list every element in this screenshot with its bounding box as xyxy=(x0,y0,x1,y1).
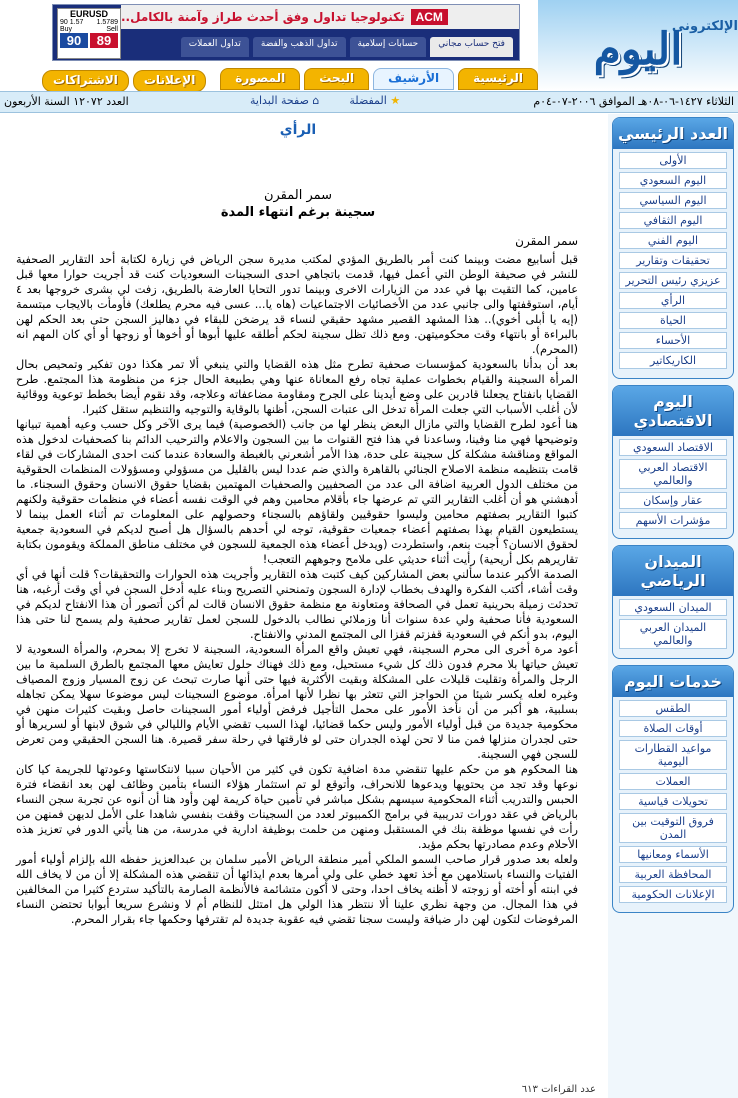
sidebar-item-conversions[interactable]: تحويلات قياسية xyxy=(619,793,727,810)
forex-ticker[interactable] xyxy=(57,8,121,59)
ticker-buy-big: 90 xyxy=(60,33,88,48)
issue-date: الثلاثاء ١٤٢٧-٠٦-٠٨هـ الموافق ٢٠٠٦-٠٧-٠٤م xyxy=(533,95,734,108)
sidebar-item-names[interactable]: الأسماء ومعانيها xyxy=(619,846,727,863)
sidebar-item-currencies[interactable]: العملات xyxy=(619,773,727,790)
nav-subscriptions[interactable]: الاشتراكات xyxy=(42,70,129,92)
ad-headline-bar xyxy=(121,5,519,29)
ticker-buy-label: Buy xyxy=(60,26,73,33)
sidebar-item-saudi-sports[interactable]: الميدان السعودي xyxy=(619,599,727,616)
ad-tab-islamic[interactable]: حسابات إسلامية xyxy=(350,37,427,57)
favorites-link[interactable] xyxy=(349,94,400,107)
home-icon: ⌂ xyxy=(312,94,320,107)
sidebar-item-world-economy[interactable]: الاقتصاد العربي والعالمي xyxy=(619,459,727,489)
ticker-sell-price: 1.5789 xyxy=(96,19,118,26)
sidebar-item-opinion[interactable]: الرأي xyxy=(619,292,727,309)
nav-search[interactable]: البحث xyxy=(304,68,369,90)
sidebar-services xyxy=(612,665,734,913)
ticker-sell-label: Sell xyxy=(106,26,118,33)
sidebar-heading: العدد الرئيسي xyxy=(613,118,733,149)
sidebar-item-saudi[interactable]: اليوم السعودي xyxy=(619,172,727,189)
sidebar-item-life[interactable]: الحياة xyxy=(619,312,727,329)
star-icon: ★ xyxy=(390,94,401,107)
ticker-sell-big: 89 xyxy=(90,33,118,48)
nav-archive[interactable]: الأرشيف xyxy=(373,68,454,90)
article-area xyxy=(0,114,596,1098)
read-count: عدد القراءات ٦١٣ xyxy=(521,1084,596,1095)
logo-title: اليوم xyxy=(593,24,683,75)
section-title: الرأي xyxy=(279,122,317,138)
sidebar-economy xyxy=(612,385,734,539)
nav-home[interactable]: الرئيسية xyxy=(458,68,538,90)
sidebar-item-realestate[interactable]: عقار وإسكان xyxy=(619,492,727,509)
issue-number: العدد ١٢٠٧٢ السنة الأربعون xyxy=(4,95,129,108)
sidebar-item-arts[interactable]: اليوم الفني xyxy=(619,232,727,249)
ad-brand: ACM xyxy=(411,9,448,25)
sidebar-item-weather[interactable]: الطقس xyxy=(619,700,727,717)
sidebar-heading: الميدان الرياضي xyxy=(613,546,733,596)
homepage-label: صفحة البداية xyxy=(250,94,309,107)
article-paragraph: هنا المحكوم هو من حكم عليها تنقضي مدة اضافية تكون في كثير من الأحيان سببا لانتكاستها وعودتها للجريمة كيا كان نوعها وقد تجد من يحتويها ويدعوها للانحراف، وأتوقع لو تم استثمار هؤلاء النساء بتأمين وظائف لهن بعد انقضاء فترة الحبس والتدريب أثناء المحكومية سيسهم بشكل مباشر في تأمين حياة كريمة لهن وأود هنا أن أنوه عن تجربة سجن النساء بالرياض في عقد دورات تدريبية في برامج الكمبيوتر لعدد من السجينات وقفت بنفسي شاهدا على الأمل لديهن فمنهن من رأت في نفسها موظفة بنك في المستقبل ومنهن من حلمت بوظيفة ادارية في مدرسة، من هنا يأتي الدور في تعزيز هذه الأحلام وعدم مصادرتها بحكم مؤبد. xyxy=(16,763,578,851)
favorites-label: المفضلة xyxy=(349,94,387,107)
ad-tab-currencies[interactable]: تداول العملات xyxy=(181,37,249,57)
sidebar-item-politics[interactable]: اليوم السياسي xyxy=(619,192,727,209)
sidebar-item-prayer[interactable]: أوقات الصلاة xyxy=(619,720,727,737)
ad-tab-gold[interactable]: تداول الذهب والفضة xyxy=(253,37,346,57)
sidebar-item-arab-newspaper[interactable]: المحافظة العربية xyxy=(619,866,727,883)
ad-headline: تكنولوجيا تداول وفق أحدث طراز وآمنة بالكامل.. xyxy=(121,10,405,24)
ticker-buy-price: 1.57 90 xyxy=(60,19,84,26)
sidebar-heading: اليوم الاقتصادي xyxy=(613,386,733,436)
sidebar xyxy=(608,114,738,1098)
sidebar-item-reports[interactable]: تحقيقات وتقارير xyxy=(619,252,727,269)
nav-gallery[interactable]: المصورة xyxy=(220,68,300,90)
sidebar-sports xyxy=(612,545,734,659)
sidebar-item-first[interactable]: الأولى xyxy=(619,152,727,169)
article-byline: سمر المقرن xyxy=(515,234,578,248)
ticker-pair: EURUSD xyxy=(69,9,108,19)
sidebar-item-timezones[interactable]: فروق التوقيت بين المدن xyxy=(619,813,727,843)
sidebar-item-culture[interactable]: اليوم الثقافي xyxy=(619,212,727,229)
secondary-nav xyxy=(42,70,206,92)
sidebar-item-editor[interactable]: عزيزي رئيس التحرير xyxy=(619,272,727,289)
sidebar-item-saudi-economy[interactable]: الاقتصاد السعودي xyxy=(619,439,727,456)
article-paragraph: بعد أن بدأنا بالسعودية كمؤسسات صحفية تطرح مثل هذه القضايا والتي ينبغي ألا تمر هكذا دون تفكير وتمحيص بحال المرأة السجينة والقيام بخطوات عملية تجاه رفع المعاناة عنها وهي بطبيعة الحال جزء من منظومة هذا المجتمع. طرح القضايا بانفتاح يجعلنا قادرين على وضع أيدينا على الجرح ومقاومة مضاعفاته وعلاجه، وقد نقوم أيضا بخطط توعوية ووقائية لأن أغلب الأسباب التي جعلت المرأة تدخل الى عتبات السجن، أظنها بالوقاية والتوجيه والتنظيم ستقل كثيرا. xyxy=(16,358,578,416)
article-title: سجينة برغم انتهاء المدة xyxy=(220,205,376,220)
article-body xyxy=(16,252,578,927)
site-logo[interactable] xyxy=(538,0,738,91)
sidebar-item-ahsa[interactable]: الأحساء xyxy=(619,332,727,349)
nav-ads[interactable]: الإعلانات xyxy=(133,70,206,92)
sidebar-item-trains[interactable]: مواعيد القطارات اليومية xyxy=(619,740,727,770)
sidebar-heading: خدمات اليوم xyxy=(613,666,733,697)
sidebar-item-cartoon[interactable]: الكاريكاتير xyxy=(619,352,727,369)
sidebar-main-issue xyxy=(612,117,734,379)
homepage-link[interactable] xyxy=(250,94,319,107)
sidebar-item-world-sports[interactable]: الميدان العربي والعالمي xyxy=(619,619,727,649)
article-paragraph: ولعله بعد صدور قرار صاحب السمو الملكي أمير منطقة الرياض الأمير سلمان بن عبدالعزيز حفظه الله بإلزام أولياء أمور الفتيات والنساء باستلامهن مع أخذ تعهد خطي على ولي أمرها بعدم ايذائها أن تنقضي هذه المشكلة إلا أن من لا يخاف الله في ابنته أو أخته أو زوجته لا أظنه يخاف احدا، وحتى لا أكون متشائمة فالأنظمة الصارمة بالتأكيد ستردع كثيرا من المخالفين في هذا المجال. من وجهة نظري علينا ألا ننتظر هذا الولي هل امتثل للنظام أم لا ونشرع سريعا أبوابا تحتضن النساء المرفوضات لتكون لهن دار ضيافة وليست سجنا تقضي فيه عقوبة جديدة لم تقترفها وحكمها جاء بقرار المحرم. xyxy=(16,853,578,926)
site-header xyxy=(0,0,738,91)
article-paragraph: الصدمة الأكبر عندما سألني بعض المشاركين كيف كتبت هذه التقارير وأجريت هذه الحوارات والتحقيقات؟ قلت أنها في أي وقت أشاء، أكتب الفكرة والهدف بخطاب لإدارة السجون وتمنحني التصريح وبناء عليه أدخل السجن في أي وقت أرغبه، هنا تحدثت زميلة بحرينية تعمل في الصحافة ومتعاونة مع منظمة حقوق الانسان قالت لم أكن أتصور أن هذا الانفتاح لديكم في السعودية فأنا صحفية ولي عدة سنوات أنا وزملائي نطالب بالدخول للسجن لعمل تقارير صحفية ولم يسمح لنا حتى هذا اليوم، بدو أنكم في السعودية قفزتم قفزا الى المجتمع المدني والانفتاح. xyxy=(16,568,578,641)
article-paragraph: هنا أعود لطرح القضايا والتي مازال البعض ينظر لها من جانب (الخصوصية) فيما يرى الآخر وكل حسب وعيه أهمية تبيانها وتوضيحها فهي منا وفينا، وساعدنا في هذا فتح القنوات ما بين السجون والاعلام والترحيب الدائم بنا كصحفيات لدخول هذه المواقع ومناقشة مشكلة كل سجينة على حدة، هذا الأمر أشعرني بالغبطة والسعادة عندما كنت احدى المشاركات في لقاء قامت بتنظيمه منظمة الاصلاح الجنائي بالقاهرة والذي ضم عددا ليس بالقليل من مسؤولي ومسؤولات المنظمات الحقوقية من مختلف الدول العربية اضافة الى عدد من الصحفيين والصحفيات المهتمين بقضايا حقوق الانسان وحقوق السجناء. ما أدهشني هو أن أغلب التقارير التي تم عرضها جاء بأقلام محامين وهم في الوقت نفسه أعضاء في منظمات حقوقية ولكنهم كتبوا التقارير بصفتهم محامين وليسوا حقوقيين ولقاؤهم بالسجناء وحصولهم على المعلومات تم أثناء العمل بينما لا يستطيعون القيام بهذا بصفتهم أعضاء جمعيات حقوقية، توجه لي أحدهم بالسؤال هل أصبح لديكم في السعودية جمعية لحقوق الانسان؟ أجبت بنعم، واستطردت (ويدخل أعضاء هذه الجمعية للسجون في مختلف مناطق المملكة ويقومون بكتابة تقاريرهم بكل أريحية) رأيت أثناء حديثي على ملامح وجوههم التعجب! xyxy=(16,418,578,566)
article-paragraph: أعود مرة أخرى الى محرم السجينة، فهي تعيش واقع المرأة السعودية، السجينة لا تخرج إلا بمحرم، والمرأة السعودية لا تعيش حياتها بلا محرم فدون ذلك كل شيء مستحيل، ومع ذلك فهناك حلول تعايش معها المجتمع بالطرق السلمية ما بين الرجل والمرأة وتقليت قليلات على المشكلة وبقيت الأكثرية فيها حتى أنها صارت تبحث عن زوج المسيار وزوج المصياف وغيره لعله يكسر شيئا من الحواجز التي تتعثر بها نظرا لأنها امرأة. موضوع السجينات ليس موضوعا سهلا يمكن تجاهله بسلبية، هو أكبر من أن نأخذ الأمور على محمل التأجيل فرفض أولياء أمور السجينات حاصل وبقيت كثيرات منهن في محكومية جديدة من قبل أولياء الأمور وليس حكما قضائيا، لهذا السبب تقضي الأيام والليالي في شوق لابنها أو لسريرها أو حتى لجدران منزلها فمن منا لا تحن لهذه الجدران حتى لو فارقتها في رحلة سفر قصيرة. هنا السجن الحقيقي ومن تعرض للسجن فهي السجينة. xyxy=(16,643,578,761)
sidebar-item-gov-ads[interactable]: الإعلانات الحكومية xyxy=(619,886,727,903)
ad-tab-open-account[interactable]: فتح حساب مجاني xyxy=(430,37,513,57)
article-author: سمر المقرن xyxy=(263,188,333,203)
ad-banner[interactable] xyxy=(52,4,520,61)
article-paragraph: قبل أسابيع مضت وبينما كنت أمر بالطريق المؤدي لمكتب مديرة سجن الرياض في زيارة لكتابة أحد التقارير الصحفية للنشر في صحيفة الوطن التي أعمل فيها، قدمت باتجاهي احدى السجينات السعوديات كنت قد أجريت حوارا معها قبل عامين، كما التقيت بها في عدد من الزيارات الاخرى وبينما تدور التحايا العارضة بالطريق، زفت لي بشرى خروجها بعد ٤ أيام، استوقفتها والى جانبي عدد من الأخصائيات الاجتماعيات (هاه يا... عسى فيه محرم يطلعك) فأومأت بالايجاب مبتسمة (إيه يا أبلى أخوي).. هذا المشهد القصير مشهد حقيقي لنساء قد يرضخن للبقاء في دهاليز السجن حتى بعد الحكم لهن بالبراءة أو بانتهاء وقت محكوميتهن. ومع ذلك تظل سجينة لحكم أطلقه عليها أبوها أو أخوها أو زوجها أو أي كان المهم انه (المحرم). xyxy=(16,253,578,356)
sidebar-item-stocks[interactable]: مؤشرات الأسهم xyxy=(619,512,727,529)
logo-subtitle: الإلكتروني xyxy=(671,19,738,34)
main-nav xyxy=(220,68,538,90)
info-bar xyxy=(0,91,738,113)
ad-tabs xyxy=(121,37,519,57)
